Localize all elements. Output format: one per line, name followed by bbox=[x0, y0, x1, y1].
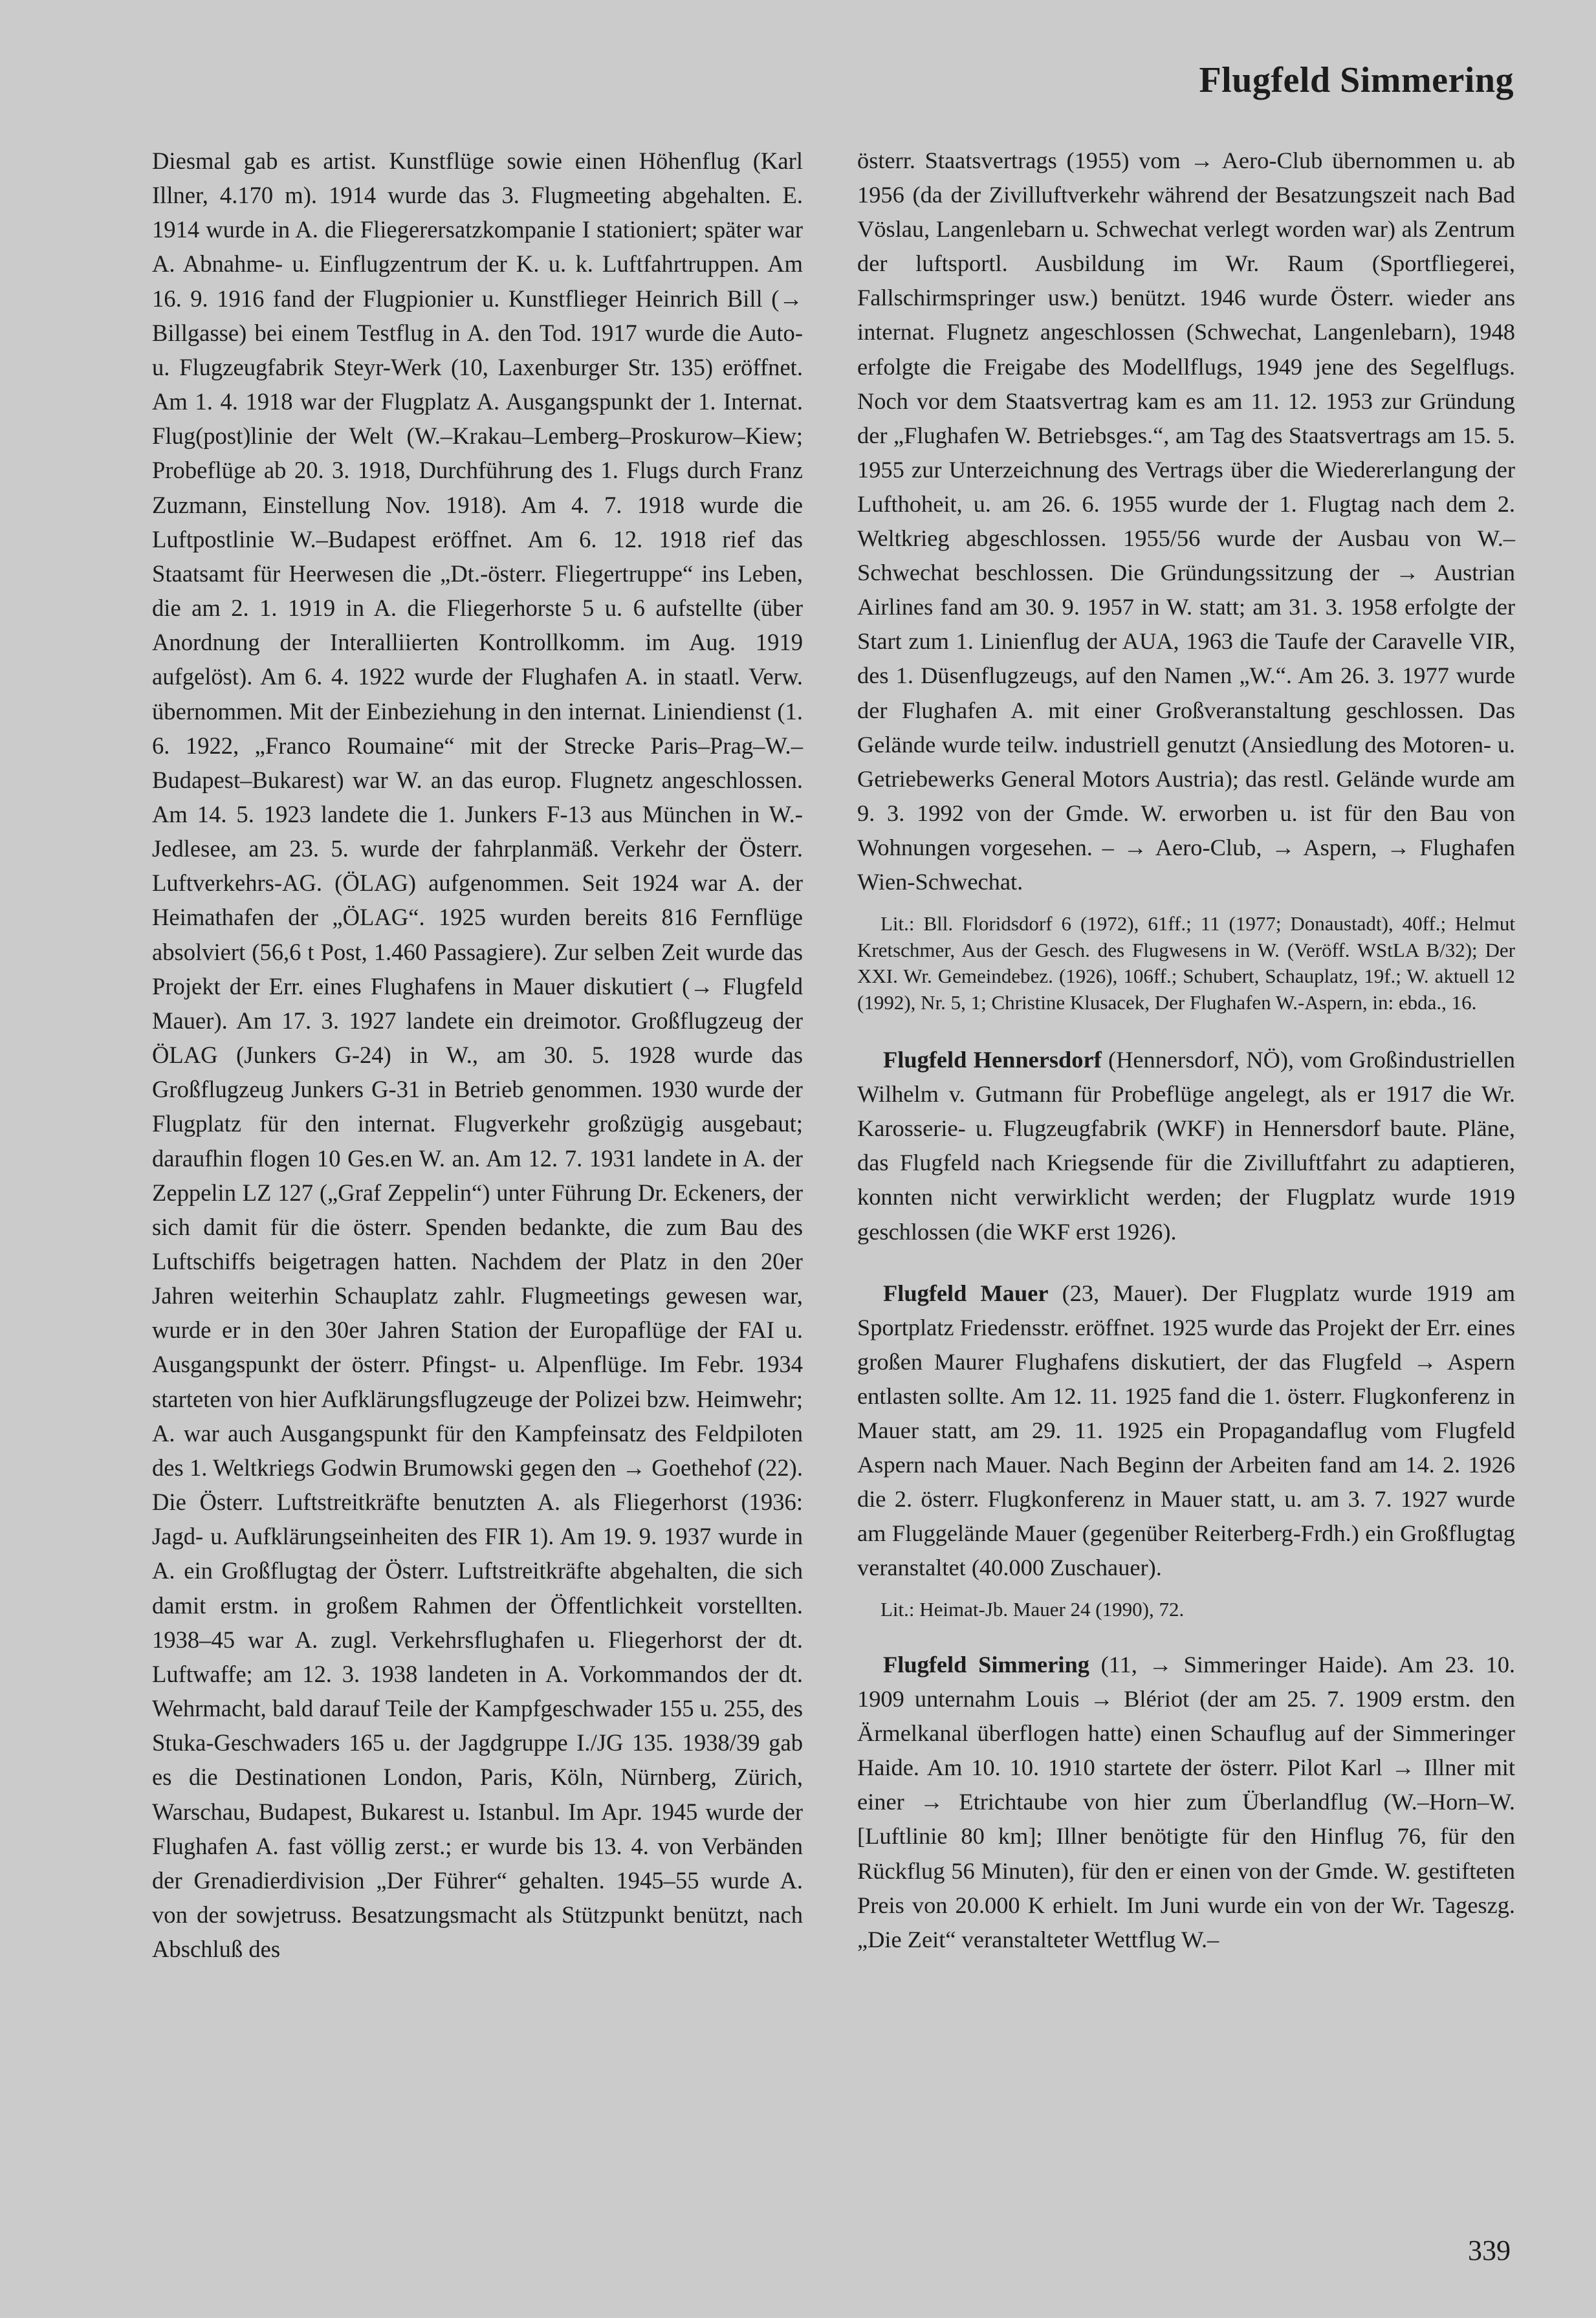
entry-body: (Hennersdorf, NÖ), vom Großindustriellen Wilhelm v. Gutmann für Probeflüge angelegt, als er 1917 die Wr. Karosserie- u. Flugzeugfabrik (WKF) in Hennersdorf baute. Pläne, das Flugfeld nach Kriegsende für die Zivilluftfahrt zu adaptieren, konnten nicht verwirklicht werden; der Flugplatz wurde 1919 geschlossen (die WKF erst 1926). bbox=[857, 1047, 1515, 1245]
right-column bbox=[857, 144, 1515, 1957]
entry-headword: Flugfeld Hennersdorf bbox=[883, 1047, 1102, 1073]
page-number: 339 bbox=[1468, 2235, 1511, 2266]
running-head: Flugfeld Simmering bbox=[1199, 60, 1514, 100]
entry-body: (23, Mauer). Der Flugplatz wurde 1919 am Sportplatz Friedensstr. eröffnet. 1925 wurde das Projekt der Err. eines großen Maurer Flughafens diskutiert, der das Flugfeld → Aspern entlasten sollte. Am 12. 11. 1925 fand die 1. österr. Flugkonferenz in Mauer statt, am 29. 11. 1925 ein Propagandaflug vom Flugfeld Aspern nach Mauer. Nach Beginn der Arbeiten fand am 14. 2. 1926 die 2. österr. Flugkonferenz in Mauer statt, u. am 3. 7. 1927 wurde am Fluggelände Mauer (gegenüber Reiterberg-Frdh.) ein Großflugtag veranstaltet (40.000 Zuschauer). bbox=[857, 1280, 1515, 1581]
literature-reference: Lit.: Bll. Floridsdorf 6 (1972), 61ff.; 11 (1977; Donaustadt), 40ff.; Helmut Kretschmer, Aus der Gesch. des Flugwesens in W. (Veröff. WStLA B/32); Der XXI. Wr. Gemeindebez. (1926), 106ff.; Schubert, Schauplatz, 19f.; W. aktuell 12 (1992), Nr. 5, 1; Christine Klusacek, Der Flughafen W.-Aspern, in: ebda., 16. bbox=[857, 912, 1515, 1014]
entry-headword: Flugfeld Mauer bbox=[883, 1280, 1049, 1306]
entry-flugfeld-simmering bbox=[857, 1648, 1515, 1957]
article-text-continued-right: österr. Staatsvertrags (1955) vom → Aero-Club übernommen u. ab 1956 (da der Zivilluftverkehr während der Besatzungszeit nach Bad Vöslau, Langenlebarn u. Schwechat verlegt worden war) als Zentrum der luftsportl. Ausbildung im Wr. Raum (Sportfliegerei, Fallschirmspringer usw.) benützt. 1946 wurde Österr. wieder ans internat. Flugnetz angeschlossen (Schwechat, Langenlebarn), 1948 erfolgte die Freigabe des Modellflugs, 1949 jene des Segelflugs. Noch vor dem Staatsvertrag kam es am 11. 12. 1953 zur Gründung der „Flughafen W. Betriebsges.“, am Tag des Staatsvertrags am 15. 5. 1955 zur Unterzeichnung des Vertrags über die Wiedererlangung der Lufthoheit, u. am 26. 6. 1955 wurde der 1. Flugtag nach dem 2. Weltkrieg abgeschlossen. 1955/56 wurde der Ausbau von W.–Schwechat beschlossen. Die Gründungssitzung der → Austrian Airlines fand am 30. 9. 1957 in W. statt; am 31. 3. 1958 erfolgte der Start zum 1. Linienflug der AUA, 1963 die Taufe der Caravelle VIR, des 1. Düsenflugzeugs, auf den Namen „W.“. Am 26. 3. 1977 wurde der Flughafen A. mit einer Großveranstaltung geschlossen. Das Gelände wurde teilw. industriell genutzt (Ansiedlung des Motoren- u. Getriebewerks General Motors Austria); das restl. Gelände wurde am 9. 3. 1992 von der Gmde. W. erworben u. ist für den Bau von Wohnungen vorgesehen. – → Aero-Club, → Aspern, → Flughafen Wien-Schwechat. bbox=[857, 148, 1515, 895]
entry-flugfeld-hennersdorf bbox=[857, 1043, 1515, 1249]
entry-body: (11, → Simmeringer Haide). Am 23. 10. 1909 unternahm Louis → Blériot (der am 25. 7. 1909 erstm. den Ärmelkanal überflogen hatte) einen Schauflug auf der Simmeringer Haide. Am 10. 10. 1910 startete der österr. Pilot Karl → Illner mit einer → Etrichtaube von hier zum Überlandflug (W.–Horn–W. [Luftlinie 80 km]; Illner benötigte für den Hinflug 76, für den Rückflug 56 Minuten), für den er einen von der Gmde. W. gestifteten Preis von 20.000 K erhielt. Im Juni wurde ein von der Wr. Tageszg. „Die Zeit“ veranstalteter Wettflug W.– bbox=[857, 1651, 1515, 1952]
entry-headword: Flugfeld Simmering bbox=[883, 1651, 1089, 1678]
entry-flugfeld-mauer bbox=[857, 1276, 1515, 1586]
article-text-continued: Diesmal gab es artist. Kunstflüge sowie einen Höhenflug (Karl Illner, 4.170 m). 1914 wurde das 3. Flugmeeting abgehalten. E. 1914 wurde in A. die Fliegerersatzkompanie I stationiert; später war A. Abnahme- u. Einflugzentrum der K. u. k. Luftfahrtruppen. Am 16. 9. 1916 fand der Flugpionier u. Kunstflieger Heinrich Bill (→ Billgasse) bei einem Testflug in A. den Tod. 1917 wurde die Auto- u. Flugzeugfabrik Steyr-Werk (10, Laxenburger Str. 135) eröffnet. Am 1. 4. 1918 war der Flugplatz A. Ausgangspunkt der 1. Internat. Flug(post)linie der Welt (W.–Krakau–Lemberg–Proskurow–Kiew; Probeflüge ab 20. 3. 1918, Durchführung des 1. Flugs durch Franz Zuzmann, Einstellung Nov. 1918). Am 4. 7. 1918 wurde die Luftpostlinie W.–Budapest eröffnet. Am 6. 12. 1918 rief das Staatsamt für Heerwesen die „Dt.-österr. Fliegertruppe“ ins Leben, die am 2. 1. 1919 in A. die Fliegerhorste 5 u. 6 aufstellte (über Anordnung der Interalliierten Kontrollkomm. im Aug. 1919 aufgelöst). Am 6. 4. 1922 wurde der Flughafen A. in staatl. Verw. übernommen. Mit der Einbeziehung in den internat. Liniendienst (1. 6. 1922, „Franco Roumaine“ mit der Strecke Paris–Prag–W.–Budapest–Bukarest) war W. an das europ. Flugnetz angeschlossen. Am 14. 5. 1923 landete die 1. Junkers F-13 aus München in W.-Jedlesee, am 23. 5. wurde der fahrplanmäß. Verkehr der Österr. Luftverkehrs-AG. (ÖLAG) aufgenommen. Seit 1924 war A. der Heimathafen der „ÖLAG“. 1925 wurden bereits 816 Fernflüge absolviert (56,6 t Post, 1.460 Passagiere). Zur selben Zeit wurde das Projekt der Err. eines Flughafens in Mauer diskutiert (→ Flugfeld Mauer). Am 17. 3. 1927 landete ein dreimotor. Großflugzeug der ÖLAG (Junkers G-24) in W., am 30. 5. 1928 wurde das Großflugzeug Junkers G-31 in Betrieb genommen. 1930 wurde der Flugplatz für den internat. Flugverkehr großzügig ausgebaut; daraufhin flogen 10 Ges.en W. an. Am 12. 7. 1931 landete in A. der Zeppelin LZ 127 („Graf Zeppelin“) unter Führung Dr. Eckeners, der sich damit für die österr. Spenden bedankte, die zum Bau des Luftschiffs beigetragen hatten. Nachdem der Platz in den 20er Jahren weiterhin Schauplatz zahlr. Flugmeetings gewesen war, wurde er in den 30er Jahren Station der Europaflüge der FAI u. Ausgangspunkt der österr. Pfingst- u. Alpenflüge. Im Febr. 1934 starteten von hier Aufklärungsflugzeuge der Polizei bzw. Heimwehr; A. war auch Ausgangspunkt für den Kampfeinsatz des Feldpiloten des 1. Weltkriegs Godwin Brumowski gegen den → Goethehof (22). Die Österr. Luftstreitkräfte benutzten A. als Fliegerhorst (1936: Jagd- u. Aufklärungseinheiten des FIR 1). Am 19. 9. 1937 wurde in A. ein Großflugtag der Österr. Luftstreitkräfte abgehalten, die sich damit erstm. in großem Rahmen der Öffentlichkeit vorstellten. 1938–45 war A. zugl. Verkehrsflughafen u. Fliegerhorst der dt. Luftwaffe; am 12. 3. 1938 landeten in A. Vorkommandos der dt. Wehrmacht, bald darauf Teile der Kampfgeschwader 155 u. 255, des Stuka-Geschwaders 165 u. der Jagdgruppe I./JG 135. 1938/39 gab es die Destinationen London, Paris, Köln, Nürnberg, Zürich, Warschau, Budapest, Bukarest u. Istanbul. Im Apr. 1945 wurde der Flughafen A. fast völlig zerst.; er wurde bis 13. 4. von Verbänden der Grenadierdivision „Der Führer“ gehalten. 1945–55 wurde A. von der sowjetruss. Besatzungsmacht als Stützpunkt benützt, nach Abschluß des bbox=[152, 148, 803, 1963]
literature-reference: Lit.: Heimat-Jb. Mauer 24 (1990), 72. bbox=[880, 1598, 1185, 1621]
left-column bbox=[152, 144, 803, 1966]
